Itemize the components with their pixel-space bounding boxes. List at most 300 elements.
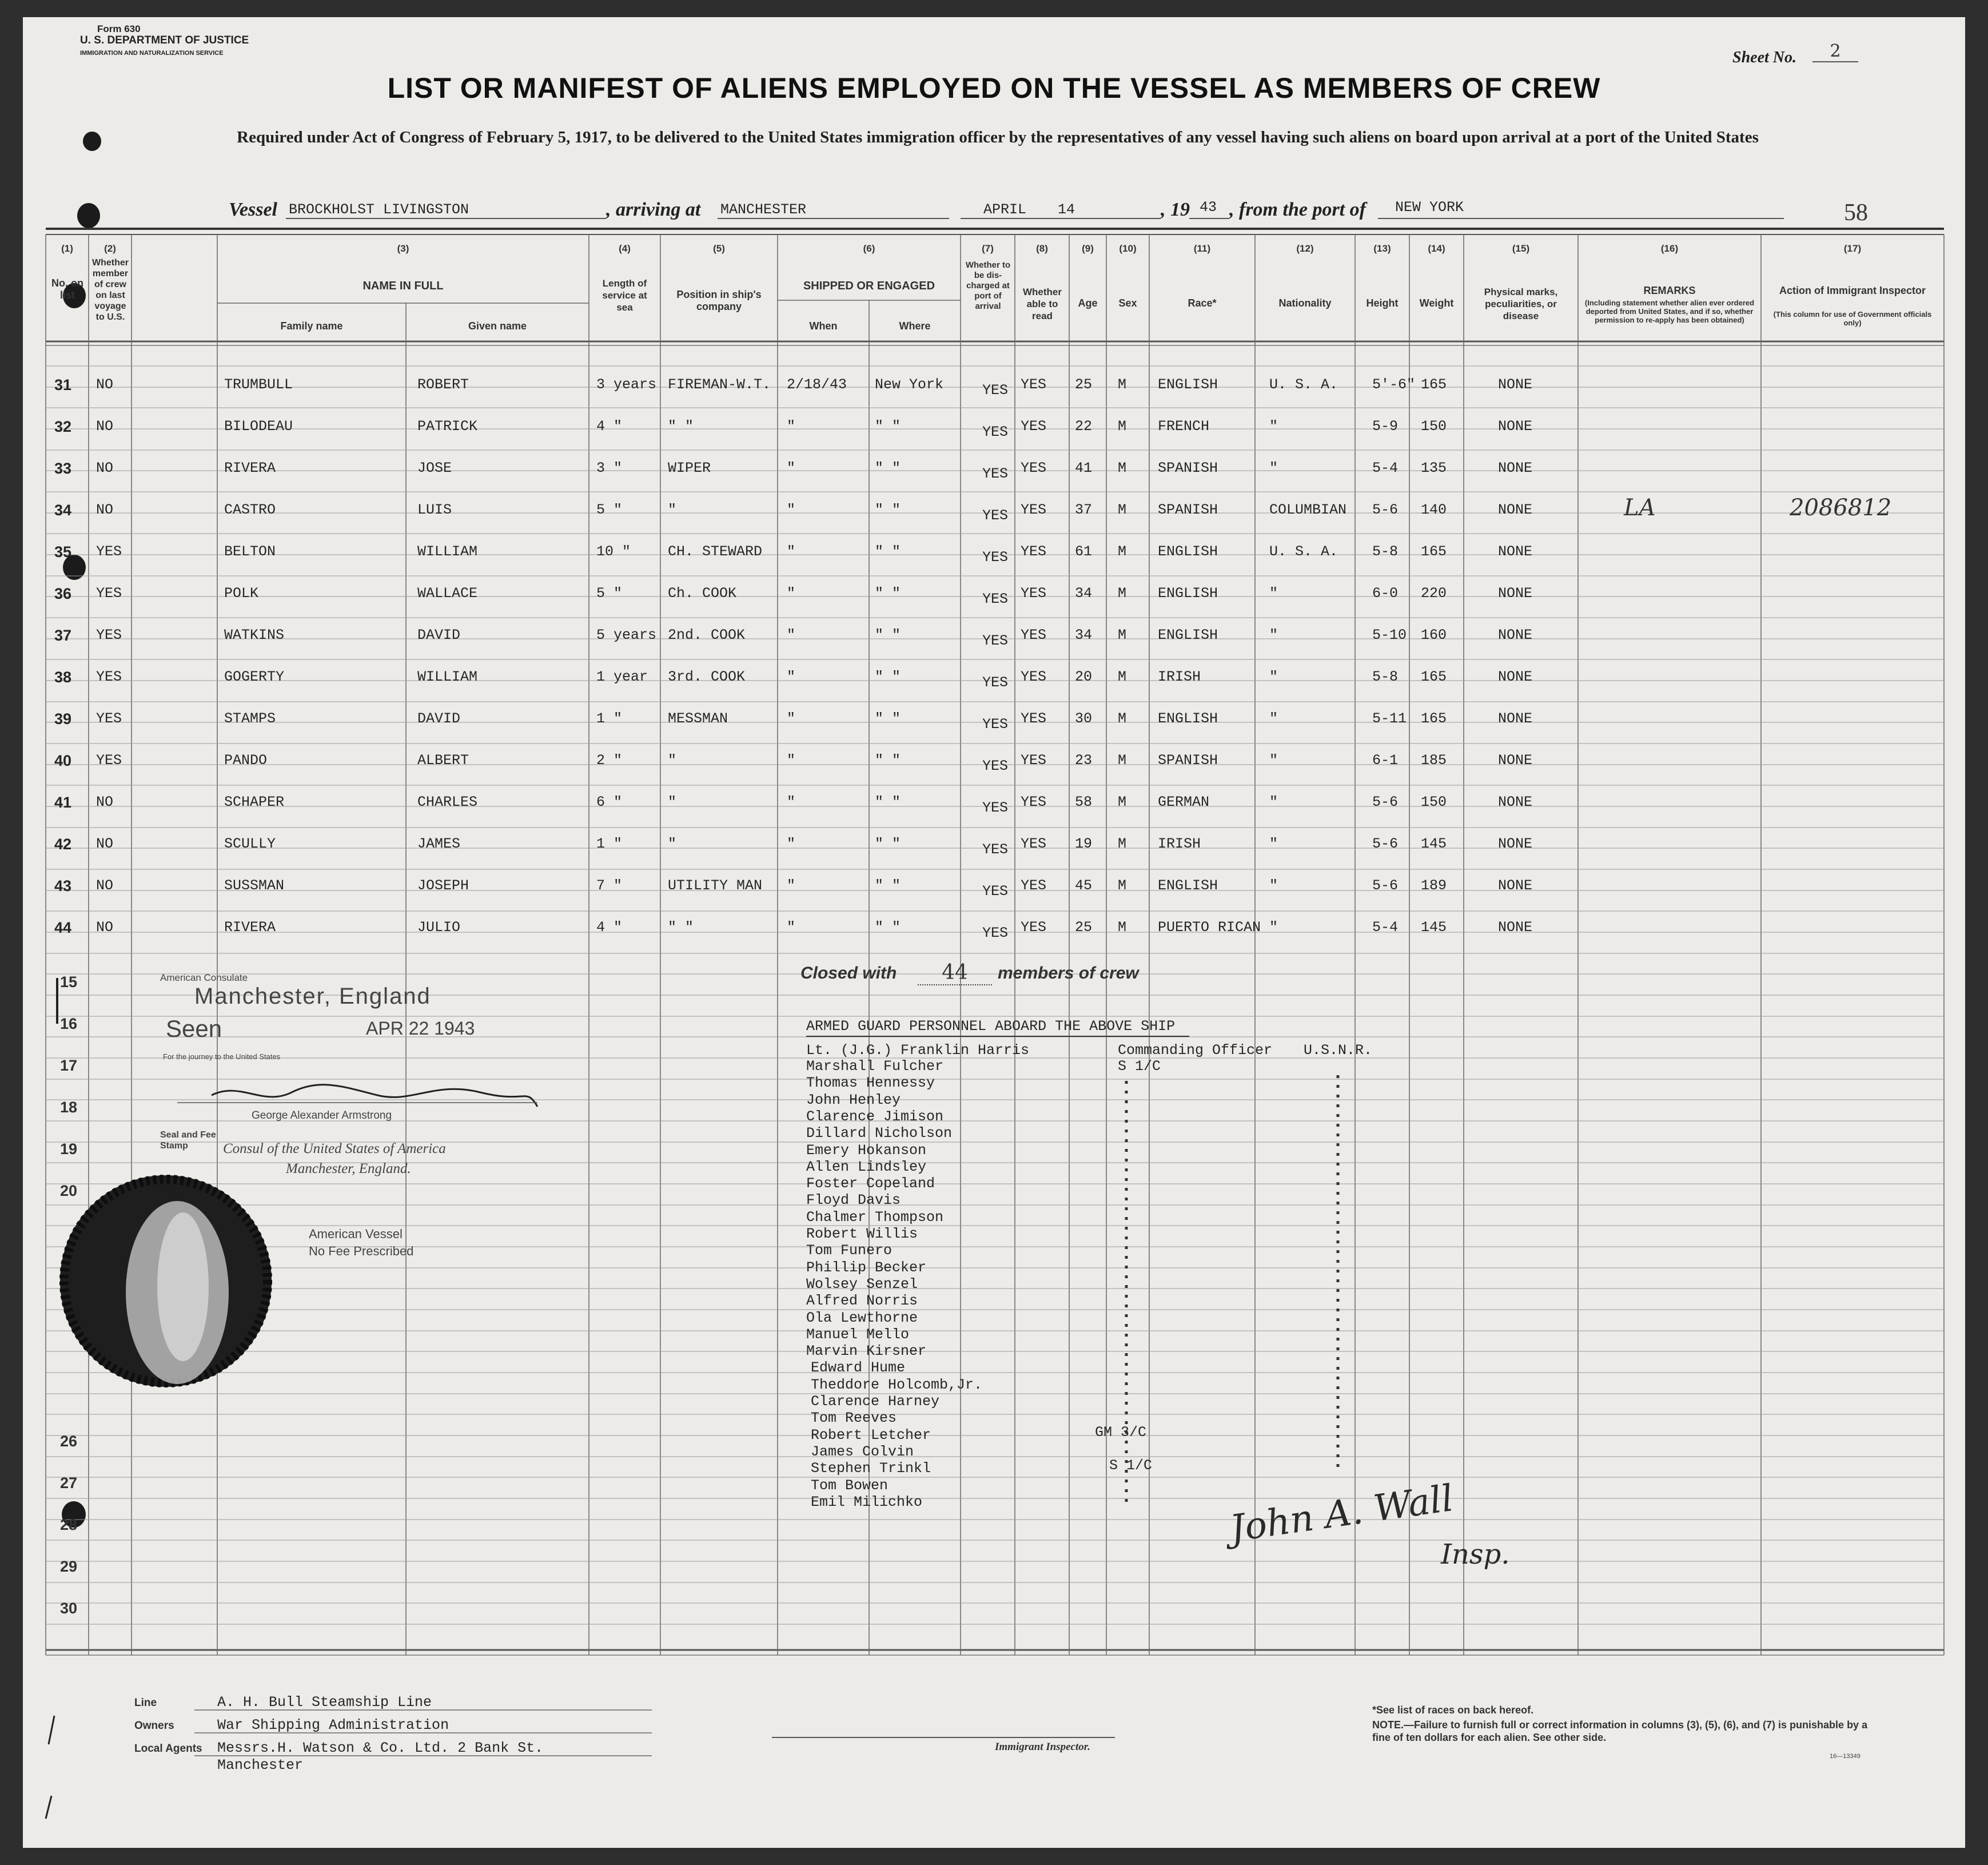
col-num: (13): [1373, 243, 1391, 254]
armed-guard-name: Chalmer Thompson: [806, 1208, 944, 1226]
member-cell: NO: [96, 376, 114, 393]
given-name-cell: CHARLES: [417, 794, 478, 810]
when-cell: ": [787, 752, 796, 769]
age-cell: 23: [1075, 752, 1093, 769]
where-cell: " ": [875, 794, 901, 810]
row-number: 26: [59, 1433, 78, 1450]
arriving-label: , arriving at: [606, 199, 701, 220]
where-cell: " ": [875, 502, 901, 518]
row-number: 18: [59, 1099, 78, 1116]
armed-guard-name: Floyd Davis: [806, 1192, 901, 1209]
height-cell: 5-6: [1372, 502, 1399, 518]
armed-guard-name: Marshall Fulcher: [806, 1058, 944, 1075]
department: U. S. DEPARTMENT OF JUSTICE: [80, 34, 249, 46]
nationality-cell: ": [1269, 460, 1278, 476]
col-shipped-engaged: SHIPPED OR ENGAGED: [803, 280, 935, 292]
read-cell: YES: [1021, 376, 1047, 393]
position-cell: UTILITY MAN: [668, 877, 763, 894]
sex-cell: M: [1118, 585, 1127, 602]
given-name-cell: WILLIAM: [417, 543, 478, 560]
sex-cell: M: [1118, 752, 1127, 769]
print-code: 16—13349: [1830, 1753, 1860, 1760]
row-number: 28: [59, 1516, 78, 1533]
position-cell: MESSMAN: [668, 710, 728, 727]
armed-guard-name: Phillip Becker: [806, 1259, 927, 1276]
when-cell: ": [787, 836, 796, 852]
physical-cell: NONE: [1498, 502, 1533, 518]
when-cell: ": [787, 460, 796, 476]
armed-guard-name: Stephen Trinkl: [811, 1460, 931, 1477]
height-cell: 5'-6": [1372, 376, 1416, 393]
position-cell: 3rd. COOK: [668, 669, 746, 685]
member-cell: NO: [96, 836, 114, 852]
age-cell: 25: [1075, 919, 1093, 936]
nationality-cell: ": [1269, 919, 1278, 936]
height-cell: 6-1: [1372, 752, 1399, 769]
weight-cell: 150: [1421, 418, 1447, 435]
inspector-signature: John A. Wall: [1227, 1477, 1456, 1551]
arrival-year: 43: [1200, 199, 1217, 216]
col-sex: Sex: [1118, 297, 1137, 309]
member-cell: NO: [96, 418, 114, 435]
col-age: Age: [1078, 297, 1098, 309]
sex-cell: M: [1118, 627, 1127, 643]
sex-cell: M: [1118, 418, 1127, 435]
col-able-to-read: Whether able to read: [1023, 287, 1062, 321]
position-cell: FIREMAN-W.T.: [668, 376, 771, 393]
weight-cell: 150: [1421, 794, 1447, 810]
height-cell: 5-11: [1372, 710, 1407, 727]
armed-guard-name: Manuel Mello: [806, 1326, 910, 1343]
age-cell: 45: [1075, 877, 1093, 894]
row-number: 41: [54, 794, 72, 811]
age-cell: 37: [1075, 502, 1093, 518]
race-cell: ENGLISH: [1158, 543, 1218, 560]
where-cell: " ": [875, 418, 901, 435]
where-cell: " ": [875, 752, 901, 769]
length-cell: 5 ": [596, 585, 623, 602]
when-cell: ": [787, 502, 796, 518]
service: IMMIGRATION AND NATURALIZATION SERVICE: [80, 50, 224, 57]
where-cell: " ": [875, 836, 901, 852]
closed-suffix: members of crew: [998, 964, 1139, 983]
nationality-cell: U. S. A.: [1269, 376, 1338, 393]
discharged-cell: YES: [982, 424, 1009, 440]
family-name-cell: BELTON: [224, 543, 276, 560]
row-number: 42: [54, 836, 72, 853]
physical-cell: NONE: [1498, 543, 1533, 560]
read-cell: YES: [1021, 794, 1047, 810]
col-num: (2): [104, 243, 116, 254]
armed-guard-name: Robert Willis: [806, 1226, 918, 1242]
age-cell: 34: [1075, 627, 1093, 643]
owners-value: War Shipping Administration: [217, 1717, 449, 1733]
armed-guard-name: Theddore Holcomb,Jr.: [811, 1376, 983, 1393]
consul-line-1: Consul of the United States of America: [223, 1141, 446, 1156]
length-cell: 6 ": [596, 794, 623, 810]
read-cell: YES: [1021, 460, 1047, 476]
length-cell: 3 ": [596, 460, 623, 476]
length-cell: 5 ": [596, 502, 623, 518]
member-cell: NO: [96, 794, 114, 810]
where-cell: " ": [875, 460, 901, 476]
race-cell: SPANISH: [1158, 502, 1218, 518]
height-cell: 5-4: [1372, 919, 1399, 936]
family-name-cell: SUSSMAN: [224, 877, 285, 894]
armed-guard-name: James Colvin: [811, 1443, 914, 1460]
discharged-cell: YES: [982, 758, 1009, 774]
weight-cell: 189: [1421, 877, 1447, 894]
family-name-cell: STAMPS: [224, 710, 276, 727]
sex-cell: M: [1118, 919, 1127, 936]
position-cell: " ": [668, 919, 694, 936]
row-number: 16: [59, 1015, 78, 1032]
physical-cell: NONE: [1498, 376, 1533, 393]
seen-stamp: Seen: [166, 1015, 222, 1042]
where-cell: " ": [875, 543, 901, 560]
action-cell: 2086812: [1790, 495, 1892, 521]
race-cell: GERMAN: [1158, 794, 1210, 810]
consul-name: George Alexander Armstrong: [252, 1110, 392, 1122]
race-cell: SPANISH: [1158, 752, 1218, 769]
nationality-cell: ": [1269, 585, 1278, 602]
given-name-cell: JAMES: [417, 836, 461, 852]
col-num: (5): [713, 243, 725, 254]
member-cell: NO: [96, 877, 114, 894]
armed-guard-name: Tom Funero: [806, 1242, 893, 1259]
seen-date: APR 22 1943: [366, 1018, 475, 1039]
read-cell: YES: [1021, 752, 1047, 769]
length-cell: 1 year: [596, 669, 648, 685]
col-num: (10): [1119, 243, 1137, 254]
rating-gunners-mate: GM 3/C: [1095, 1424, 1147, 1441]
discharged-cell: YES: [982, 800, 1009, 816]
line-value: A. H. Bull Steamship Line: [217, 1694, 432, 1711]
position-cell: WIPER: [668, 460, 711, 476]
col-race: Race*: [1188, 297, 1217, 309]
age-cell: 25: [1075, 376, 1093, 393]
nationality-cell: ": [1269, 710, 1278, 727]
nationality-cell: COLUMBIAN: [1269, 502, 1347, 518]
age-cell: 22: [1075, 418, 1093, 435]
col-discharged: Whether to be dis-charged at port of arrival: [965, 260, 1011, 311]
consulate-city: Manchester, England: [194, 984, 431, 1009]
physical-cell: NONE: [1498, 585, 1533, 602]
col-member-last-voyage: Whether member of crew on last voyage to U.S.: [92, 258, 129, 322]
armed-guard-name: Tom Bowen: [811, 1477, 889, 1494]
immigrant-inspector-label: Immigrant Inspector.: [995, 1741, 1090, 1753]
col-action: Action of Immigrant Inspector: [1779, 285, 1926, 296]
family-name-cell: RIVERA: [224, 460, 276, 476]
arrival-day: 14: [1058, 201, 1075, 218]
armed-guard-name: Tom Reeves: [811, 1410, 897, 1427]
col-num: (11): [1193, 243, 1211, 254]
member-cell: YES: [96, 627, 122, 643]
weight-cell: 160: [1421, 627, 1447, 643]
member-cell: YES: [96, 710, 122, 727]
arrival-month: APRIL: [983, 201, 1027, 218]
col-remarks: REMARKS: [1643, 285, 1696, 296]
read-cell: YES: [1021, 710, 1047, 727]
col-num: (6): [863, 243, 875, 254]
col-num: (16): [1660, 243, 1679, 254]
row-number: 19: [59, 1140, 78, 1158]
row-number: 31: [54, 376, 72, 393]
page-number: 58: [1844, 200, 1868, 226]
inspector-abbrev: Insp.: [1441, 1538, 1510, 1570]
given-name-cell: LUIS: [417, 502, 452, 518]
age-cell: 61: [1075, 543, 1093, 560]
race-cell: IRISH: [1158, 669, 1201, 685]
col-num: (4): [619, 243, 631, 254]
col-num: (7): [982, 243, 994, 254]
col-name-in-full: NAME IN FULL: [362, 280, 444, 292]
physical-cell: NONE: [1498, 752, 1533, 769]
nationality-cell: ": [1269, 418, 1278, 435]
discharged-cell: YES: [982, 674, 1009, 691]
col-num: (3): [397, 243, 409, 254]
height-cell: 6-0: [1372, 585, 1399, 602]
sex-cell: M: [1118, 669, 1127, 685]
armed-guard-name: Clarence Jimison: [806, 1108, 944, 1125]
col-num: (15): [1512, 243, 1530, 254]
read-cell: YES: [1021, 836, 1047, 852]
member-cell: YES: [96, 585, 122, 602]
height-cell: 5-6: [1372, 877, 1399, 894]
sex-cell: M: [1118, 794, 1127, 810]
race-cell: ENGLISH: [1158, 627, 1218, 643]
position-cell: ": [668, 752, 677, 769]
agents-city: Manchester: [217, 1757, 304, 1773]
member-cell: NO: [96, 502, 114, 518]
row-number: 32: [54, 418, 72, 435]
family-name-cell: TRUMBULL: [224, 376, 293, 393]
vessel-note-1: American Vessel: [309, 1227, 403, 1241]
race-cell: SPANISH: [1158, 460, 1218, 476]
given-name-cell: DAVID: [417, 710, 461, 727]
armed-guard-name: Marvin Kirsner: [806, 1343, 927, 1360]
col-family-name: Family name: [280, 320, 343, 332]
col-no-on-list: No. on list: [51, 277, 83, 301]
family-name-cell: GOGERTY: [224, 669, 285, 685]
family-name-cell: SCHAPER: [224, 794, 285, 810]
rating-seaman-2: S 1/C: [1109, 1457, 1153, 1474]
where-cell: " ": [875, 877, 901, 894]
col-when: When: [809, 320, 838, 332]
where-cell: " ": [875, 627, 901, 643]
where-cell: " ": [875, 585, 901, 602]
physical-cell: NONE: [1498, 418, 1533, 435]
age-cell: 20: [1075, 669, 1093, 685]
read-cell: YES: [1021, 543, 1047, 560]
seal-label: Seal and Fee Stamp: [160, 1130, 216, 1151]
row-number: 38: [54, 669, 72, 686]
col-position: Position in ship's company: [676, 289, 762, 312]
row-number: 17: [59, 1057, 78, 1074]
position-cell: Ch. COOK: [668, 585, 737, 602]
when-cell: ": [787, 919, 796, 936]
weight-cell: 220: [1421, 585, 1447, 602]
weight-cell: 165: [1421, 669, 1447, 685]
discharged-cell: YES: [982, 466, 1009, 482]
length-cell: 1 ": [596, 710, 623, 727]
sex-cell: M: [1118, 543, 1127, 560]
consul-line-2: Manchester, England.: [286, 1161, 411, 1176]
length-cell: 4 ": [596, 418, 623, 435]
height-cell: 5-6: [1372, 836, 1399, 852]
col-given-name: Given name: [468, 320, 527, 332]
when-cell: ": [787, 877, 796, 894]
given-name-cell: JOSE: [417, 460, 452, 476]
col-physical-marks: Physical marks, peculiarities, or disease: [1484, 287, 1558, 321]
discharged-cell: YES: [982, 507, 1009, 524]
armed-guard-name: Dillard Nicholson: [806, 1125, 953, 1142]
nationality-cell: ": [1269, 836, 1278, 852]
vessel-note-2: No Fee Prescribed: [309, 1244, 414, 1258]
where-cell: " ": [875, 669, 901, 685]
closed-count: 44: [918, 961, 992, 985]
discharged-cell: YES: [982, 716, 1009, 733]
row-number: 15: [59, 973, 78, 991]
sex-cell: M: [1118, 836, 1127, 852]
weight-cell: 185: [1421, 752, 1447, 769]
age-cell: 19: [1075, 836, 1093, 852]
position-cell: " ": [668, 418, 694, 435]
row-number: 43: [54, 877, 72, 894]
race-cell: ENGLISH: [1158, 710, 1218, 727]
sex-cell: M: [1118, 460, 1127, 476]
nationality-cell: ": [1269, 627, 1278, 643]
col-num: (14): [1428, 243, 1445, 254]
where-cell: New York: [875, 376, 944, 393]
col-num: (8): [1036, 243, 1048, 254]
given-name-cell: WILLIAM: [417, 669, 478, 685]
armed-guard-name: Foster Copeland: [806, 1175, 935, 1192]
armed-guard-name: Robert Letcher: [811, 1426, 931, 1444]
length-cell: 4 ": [596, 919, 623, 936]
height-cell: 5-8: [1372, 669, 1399, 685]
race-cell: ENGLISH: [1158, 376, 1218, 393]
when-cell: ": [787, 710, 796, 727]
armed-guard-name: Ola Lewthorne: [806, 1309, 918, 1326]
line-label: Line: [134, 1697, 157, 1709]
where-cell: " ": [875, 919, 901, 936]
form-number: Form 630: [97, 23, 141, 34]
weight-cell: 165: [1421, 376, 1447, 393]
race-cell: ENGLISH: [1158, 585, 1218, 602]
officer-branch: U.S.N.R.: [1304, 1042, 1373, 1059]
read-cell: YES: [1021, 627, 1047, 643]
given-name-cell: ROBERT: [417, 376, 469, 393]
length-cell: 7 ": [596, 877, 623, 894]
nationality-cell: ": [1269, 752, 1278, 769]
weight-cell: 165: [1421, 543, 1447, 560]
given-name-cell: DAVID: [417, 627, 461, 643]
row-number: 44: [54, 919, 72, 936]
race-cell: IRISH: [1158, 836, 1201, 852]
physical-cell: NONE: [1498, 710, 1533, 727]
nationality-cell: ": [1269, 877, 1278, 894]
agents-label: Local Agents: [134, 1743, 202, 1755]
sex-cell: M: [1118, 877, 1127, 894]
sheet-number: 2: [1812, 41, 1858, 62]
family-name-cell: CASTRO: [224, 502, 276, 518]
col-num: (12): [1296, 243, 1314, 254]
penalty-note: NOTE.—Failure to furnish full or correct information in columns (3), (5), (6), and (7) is punishable by a fine of ten dollars for each alien. See other side.: [1372, 1719, 1868, 1743]
weight-cell: 145: [1421, 919, 1447, 936]
weight-cell: 140: [1421, 502, 1447, 518]
member-cell: NO: [96, 919, 114, 936]
when-cell: ": [787, 543, 796, 560]
from-port: NEW YORK: [1395, 199, 1464, 216]
row-number: 34: [54, 502, 72, 519]
length-cell: 10 ": [596, 543, 631, 560]
position-cell: ": [668, 836, 677, 852]
height-cell: 5-10: [1372, 627, 1407, 643]
length-cell: 2 ": [596, 752, 623, 769]
row-number: 30: [59, 1600, 78, 1617]
manifest-subtitle: Required under Act of Congress of February 5, 1917, to be delivered to the United States immigration officer by the representatives of any vessel having such aliens on board upon arrival at a port of the United States: [237, 128, 1759, 146]
year-prefix: , 19: [1161, 199, 1190, 220]
position-cell: ": [668, 794, 677, 810]
armed-guard-name: John Henley: [806, 1091, 901, 1108]
discharged-cell: YES: [982, 591, 1009, 607]
read-cell: YES: [1021, 919, 1047, 936]
row-number: 29: [59, 1558, 78, 1575]
col-num: (17): [1843, 243, 1862, 254]
position-cell: CH. STEWARD: [668, 543, 763, 560]
height-cell: 5-9: [1372, 418, 1399, 435]
physical-cell: NONE: [1498, 460, 1533, 476]
vessel-name: BROCKHOLST LIVINGSTON: [289, 201, 469, 218]
commanding-officer-name: Lt. (J.G.) Franklin Harris: [806, 1042, 1030, 1059]
armed-guard-name: Wolsey Senzel: [806, 1275, 918, 1293]
physical-cell: NONE: [1498, 919, 1533, 936]
discharged-cell: YES: [982, 382, 1009, 399]
physical-cell: NONE: [1498, 877, 1533, 894]
family-name-cell: WATKINS: [224, 627, 285, 643]
length-cell: 1 ": [596, 836, 623, 852]
read-cell: YES: [1021, 418, 1047, 435]
commanding-officer-role: Commanding Officer: [1118, 1042, 1273, 1059]
nationality-cell: ": [1269, 669, 1278, 685]
arriving-port: MANCHESTER: [720, 201, 807, 218]
row-number: 35: [54, 543, 72, 560]
height-cell: 5-4: [1372, 460, 1399, 476]
read-cell: YES: [1021, 669, 1047, 685]
height-cell: 5-6: [1372, 794, 1399, 810]
when-cell: ": [787, 794, 796, 810]
weight-cell: 165: [1421, 710, 1447, 727]
member-cell: YES: [96, 543, 122, 560]
physical-cell: NONE: [1498, 669, 1533, 685]
weight-cell: 135: [1421, 460, 1447, 476]
member-cell: YES: [96, 669, 122, 685]
race-cell: FRENCH: [1158, 418, 1210, 435]
position-cell: ": [668, 502, 677, 518]
race-cell: ENGLISH: [1158, 877, 1218, 894]
family-name-cell: SCULLY: [224, 836, 276, 852]
family-name-cell: RIVERA: [224, 919, 276, 936]
age-cell: 30: [1075, 710, 1093, 727]
armed-guard-name: Alfred Norris: [806, 1293, 918, 1310]
race-cell: PUERTO RICAN: [1158, 919, 1261, 936]
family-name-cell: BILODEAU: [224, 418, 293, 435]
armed-guard-name: Emery Hokanson: [806, 1142, 927, 1159]
physical-cell: NONE: [1498, 627, 1533, 643]
races-note: *See list of races on back hereof.: [1372, 1704, 1534, 1716]
where-cell: " ": [875, 710, 901, 727]
